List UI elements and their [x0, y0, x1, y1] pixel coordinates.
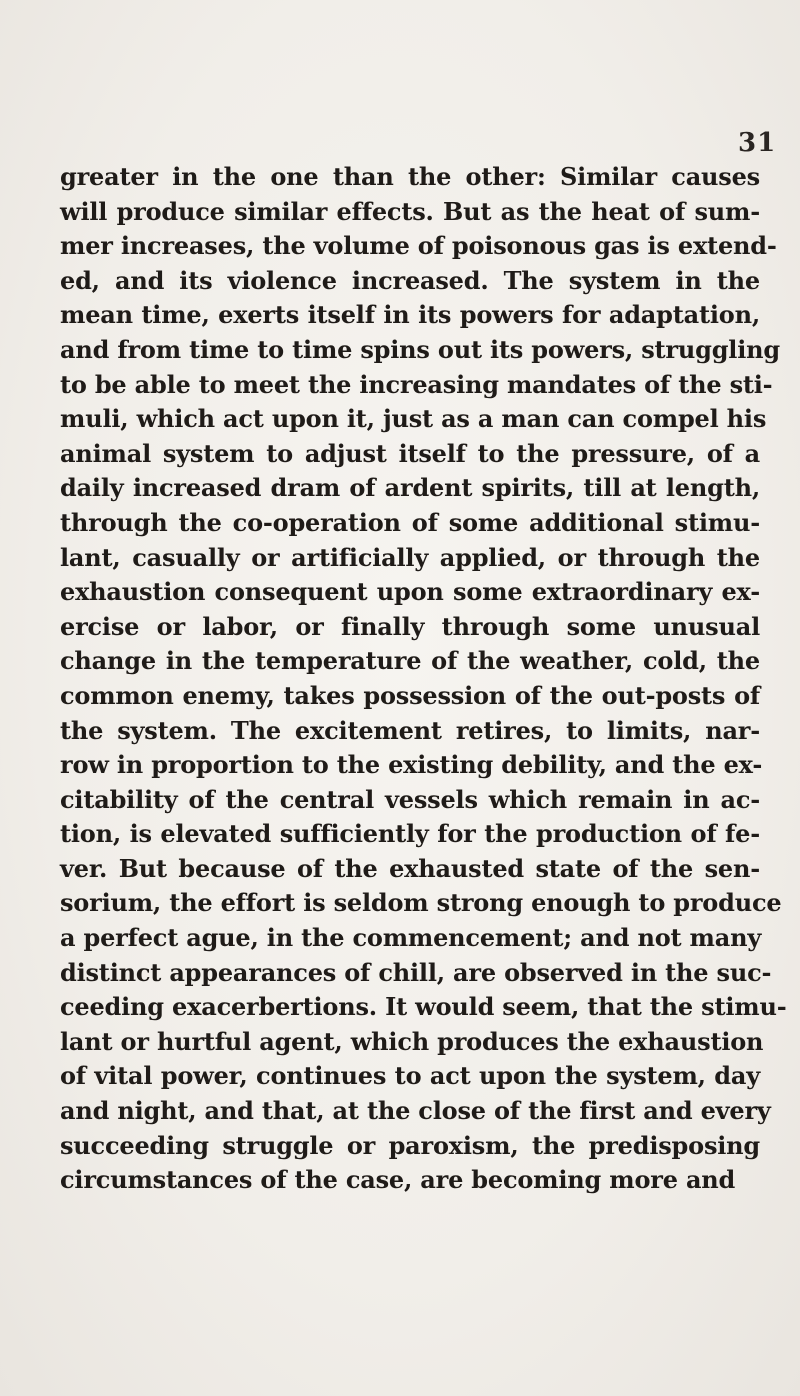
text-line: to be able to meet the increasing mandates of the sti- — [60, 369, 773, 399]
text-line: lant, casually or artificially applied, or through the — [60, 542, 760, 572]
text-line: change in the temperature of the weather, cold, the — [60, 646, 760, 676]
text-line: distinct appearances of chill, are observed in the suc- — [60, 957, 772, 987]
text-line: mean time, exerts itself in its powers for adaptation, — [60, 300, 760, 330]
text-line: ver. But because of the exhausted state of the sen- — [60, 853, 760, 883]
text-line: muli, which act upon it, just as a man can compel his — [60, 404, 767, 434]
text-line: exhaustion consequent upon some extraordinary ex- — [60, 577, 760, 607]
text-line: succeeding struggle or paroxism, the predisposing — [60, 1130, 760, 1160]
text-line: ed, and its violence increased. The system in the — [60, 265, 760, 295]
text-line: through the co-operation of some additional stimu- — [60, 507, 760, 537]
text-line: common enemy, takes possession of the out-posts of — [60, 680, 760, 710]
text-line: daily increased dram of ardent spirits, till at length, — [60, 473, 760, 503]
text-line: ercise or labor, or finally through some unusual — [60, 611, 760, 641]
text-line: lant or hurtful agent, which produces the exhaustion — [60, 1026, 764, 1056]
text-line: mer increases, the volume of poisonous gas is extend- — [60, 231, 777, 261]
text-line: tion, is elevated sufficiently for the production of fe- — [60, 819, 760, 849]
text-line: and night, and that, at the close of the first and every — [60, 1096, 771, 1126]
text-line: row in proportion to the existing debility, and the ex- — [60, 750, 763, 780]
text-line: of vital power, continues to act upon the system, day — [60, 1061, 760, 1091]
text-line: citability of the central vessels which remain in ac- — [60, 784, 760, 814]
text-line: the system. The excitement retires, to limits, nar- — [60, 715, 760, 745]
text-line: sorium, the effort is seldom strong enough to produce — [60, 888, 782, 918]
text-line: circumstances of the case, are becoming more and — [60, 1165, 736, 1195]
body-text — [60, 160, 787, 1198]
text-line: greater in the one than the other: Similar causes — [60, 162, 760, 191]
text-line: a perfect ague, in the commencement; and not many — [60, 923, 762, 953]
text-line: and from time to time spins out its powers, struggling — [60, 334, 780, 364]
text-line: will produce similar effects. But as the heat of sum- — [60, 196, 760, 226]
text-line: ceeding exacerbertions. It would seem, that the stimu- — [60, 992, 787, 1022]
page-number: 31 — [738, 128, 777, 158]
text-line: animal system to adjust itself to the pressure, of a — [60, 438, 760, 468]
